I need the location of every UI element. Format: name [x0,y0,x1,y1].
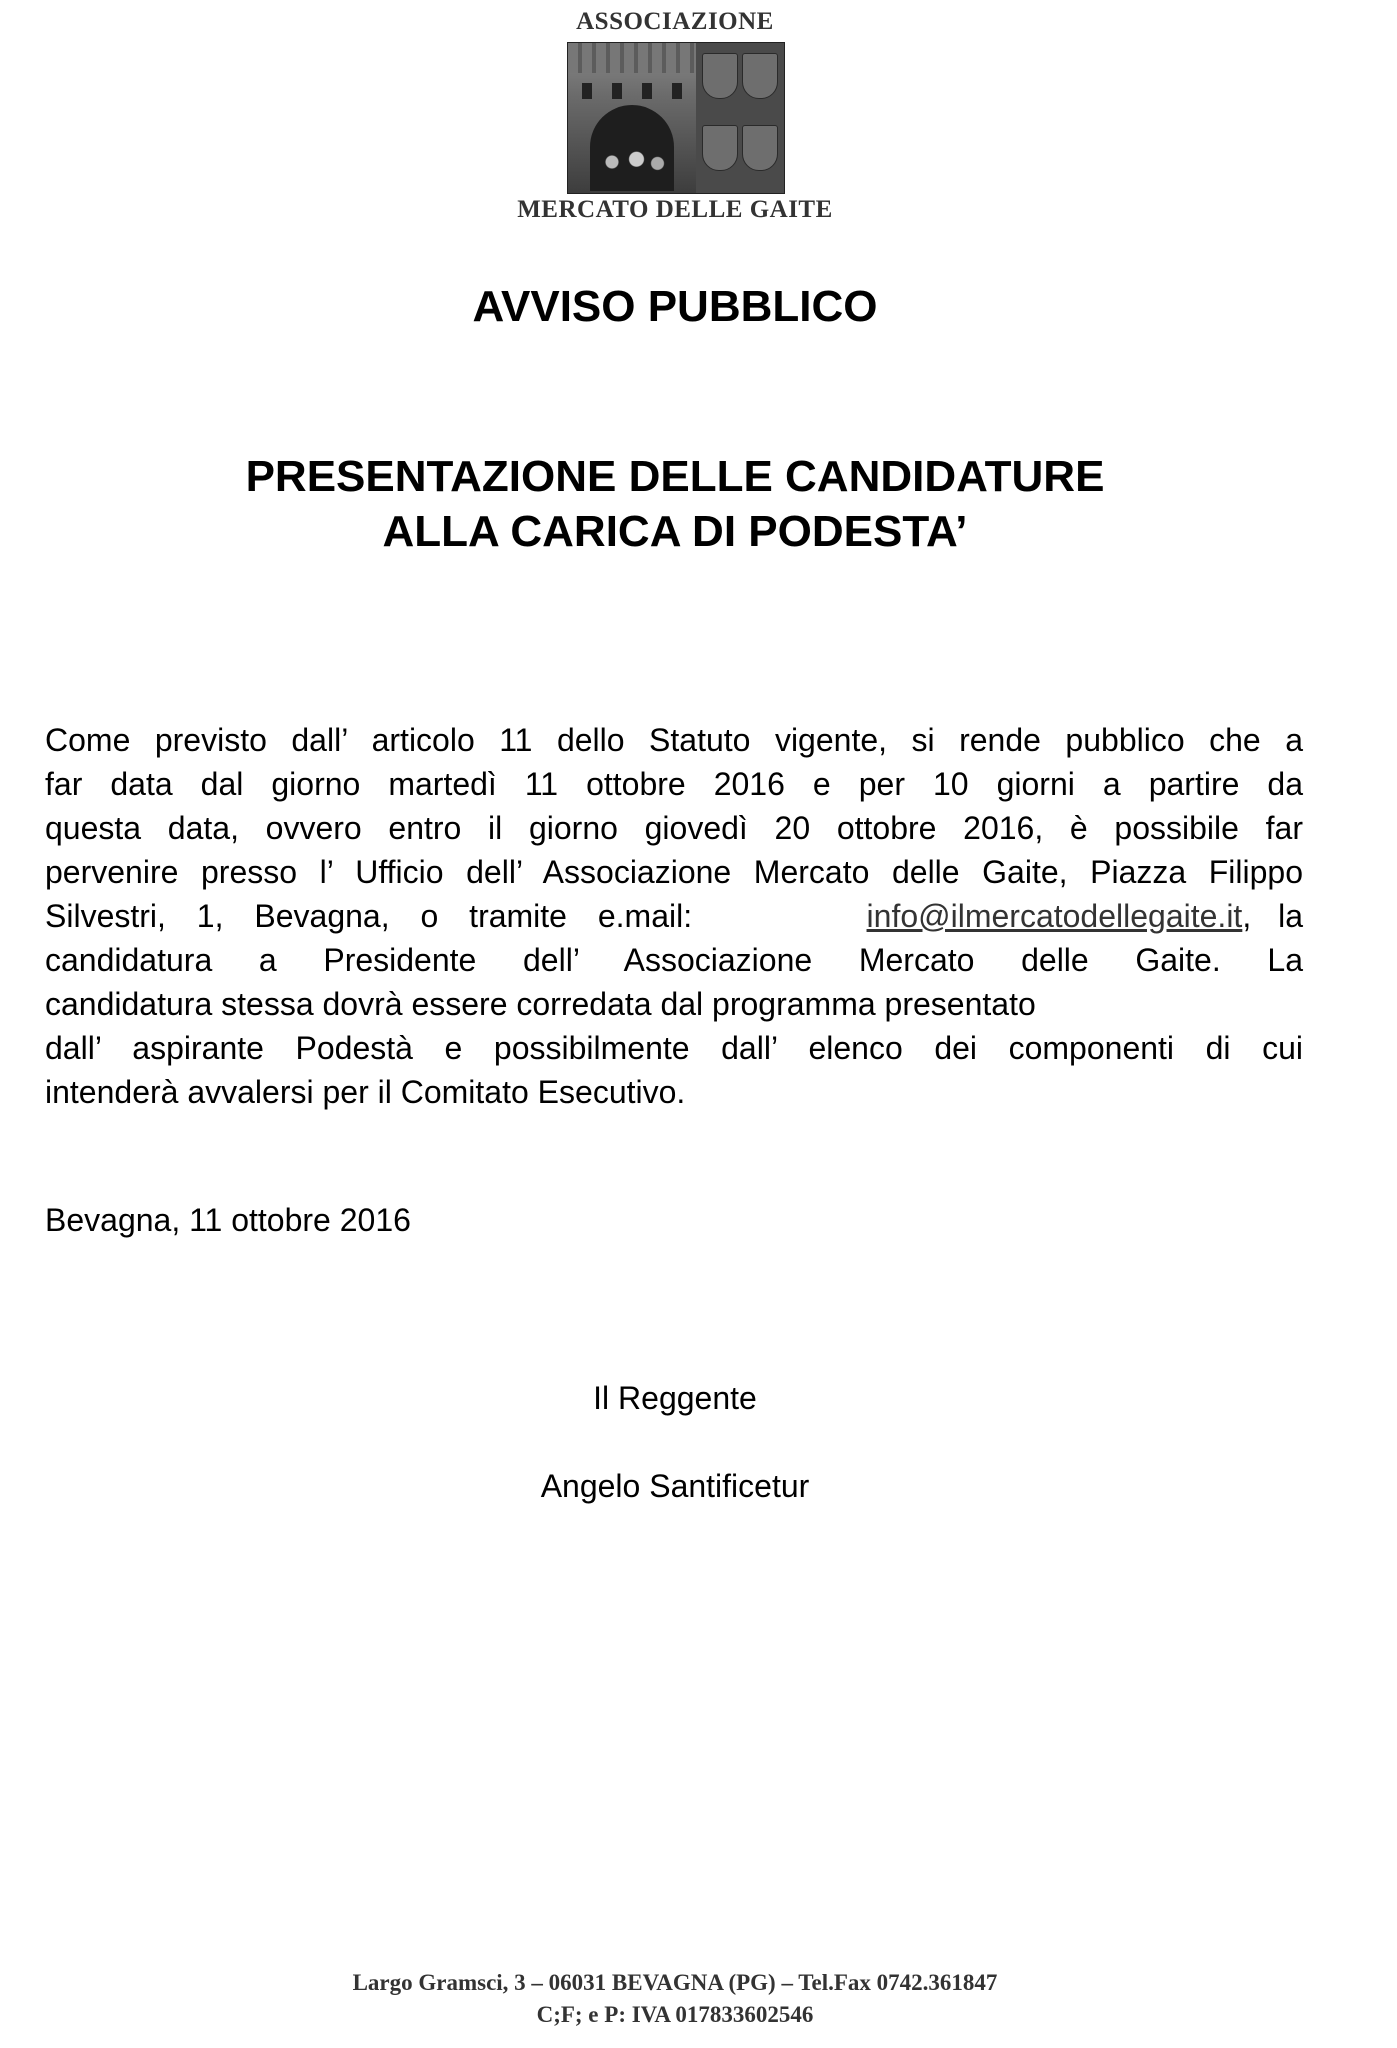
shield-icon [742,53,778,99]
body-line: far data dal giorno martedì 11 ottobre 2016 e per 10 giorni a partire da [45,766,1303,802]
logo-market-scene [568,43,696,193]
subtitle-line-1: PRESENTAZIONE DELLE CANDIDATURE [245,452,1105,501]
association-name-bottom: MERCATO DELLE GAITE [517,196,833,223]
body-line: candidatura stessa dovrà essere corredata dal programma presentato [45,986,1036,1022]
page-title: AVVISO PUBBLICO [472,282,878,331]
body-email-prefix: Silvestri, 1, Bevagna, o tramite e.mail: [45,898,693,934]
footer-address: Largo Gramsci, 3 – 06031 BEVAGNA (PG) – Tel.Fax 0742.361847 [352,1970,998,1995]
notice-body [45,718,1303,1114]
shield-icon [702,53,738,99]
body-line-email [45,894,1303,938]
body-line: questa data, ovvero entro il giorno giovedì 20 ottobre 2016, è possibile far [45,810,1303,846]
shield-icon [702,125,738,171]
shield-icon [742,125,778,171]
email-link[interactable]: info@ilmercatodellegaite.it [866,898,1243,934]
signer-role: Il Reggente [593,1380,757,1416]
signer-name: Angelo Santificetur [540,1468,810,1504]
place-and-date: Bevagna, 11 ottobre 2016 [45,1202,411,1238]
logo-shields [696,43,784,193]
body-line: intenderà avvalersi per il Comitato Esecutivo. [45,1074,686,1110]
subtitle-line-2: ALLA CARICA DI PODESTA’ [382,507,968,556]
association-name-top: ASSOCIAZIONE [576,8,774,35]
body-line: dall’ aspirante Podestà e possibilmente dall’ elenco dei componenti di cui [45,1030,1303,1066]
medieval-market-crest-icon [567,42,785,194]
body-line: candidatura a Presidente dell’ Associazione Mercato delle Gaite. La [45,942,1303,978]
body-line: pervenire presso l’ Ufficio dell’ Associazione Mercato delle Gaite, Piazza Filippo [45,854,1303,890]
body-line: Come previsto dall’ articolo 11 dello Statuto vigente, si rende pubblico che a [45,722,1303,758]
footer-tax-id: C;F; e P: IVA 017833602546 [536,2002,814,2027]
body-email-suffix: , la [1242,898,1303,934]
